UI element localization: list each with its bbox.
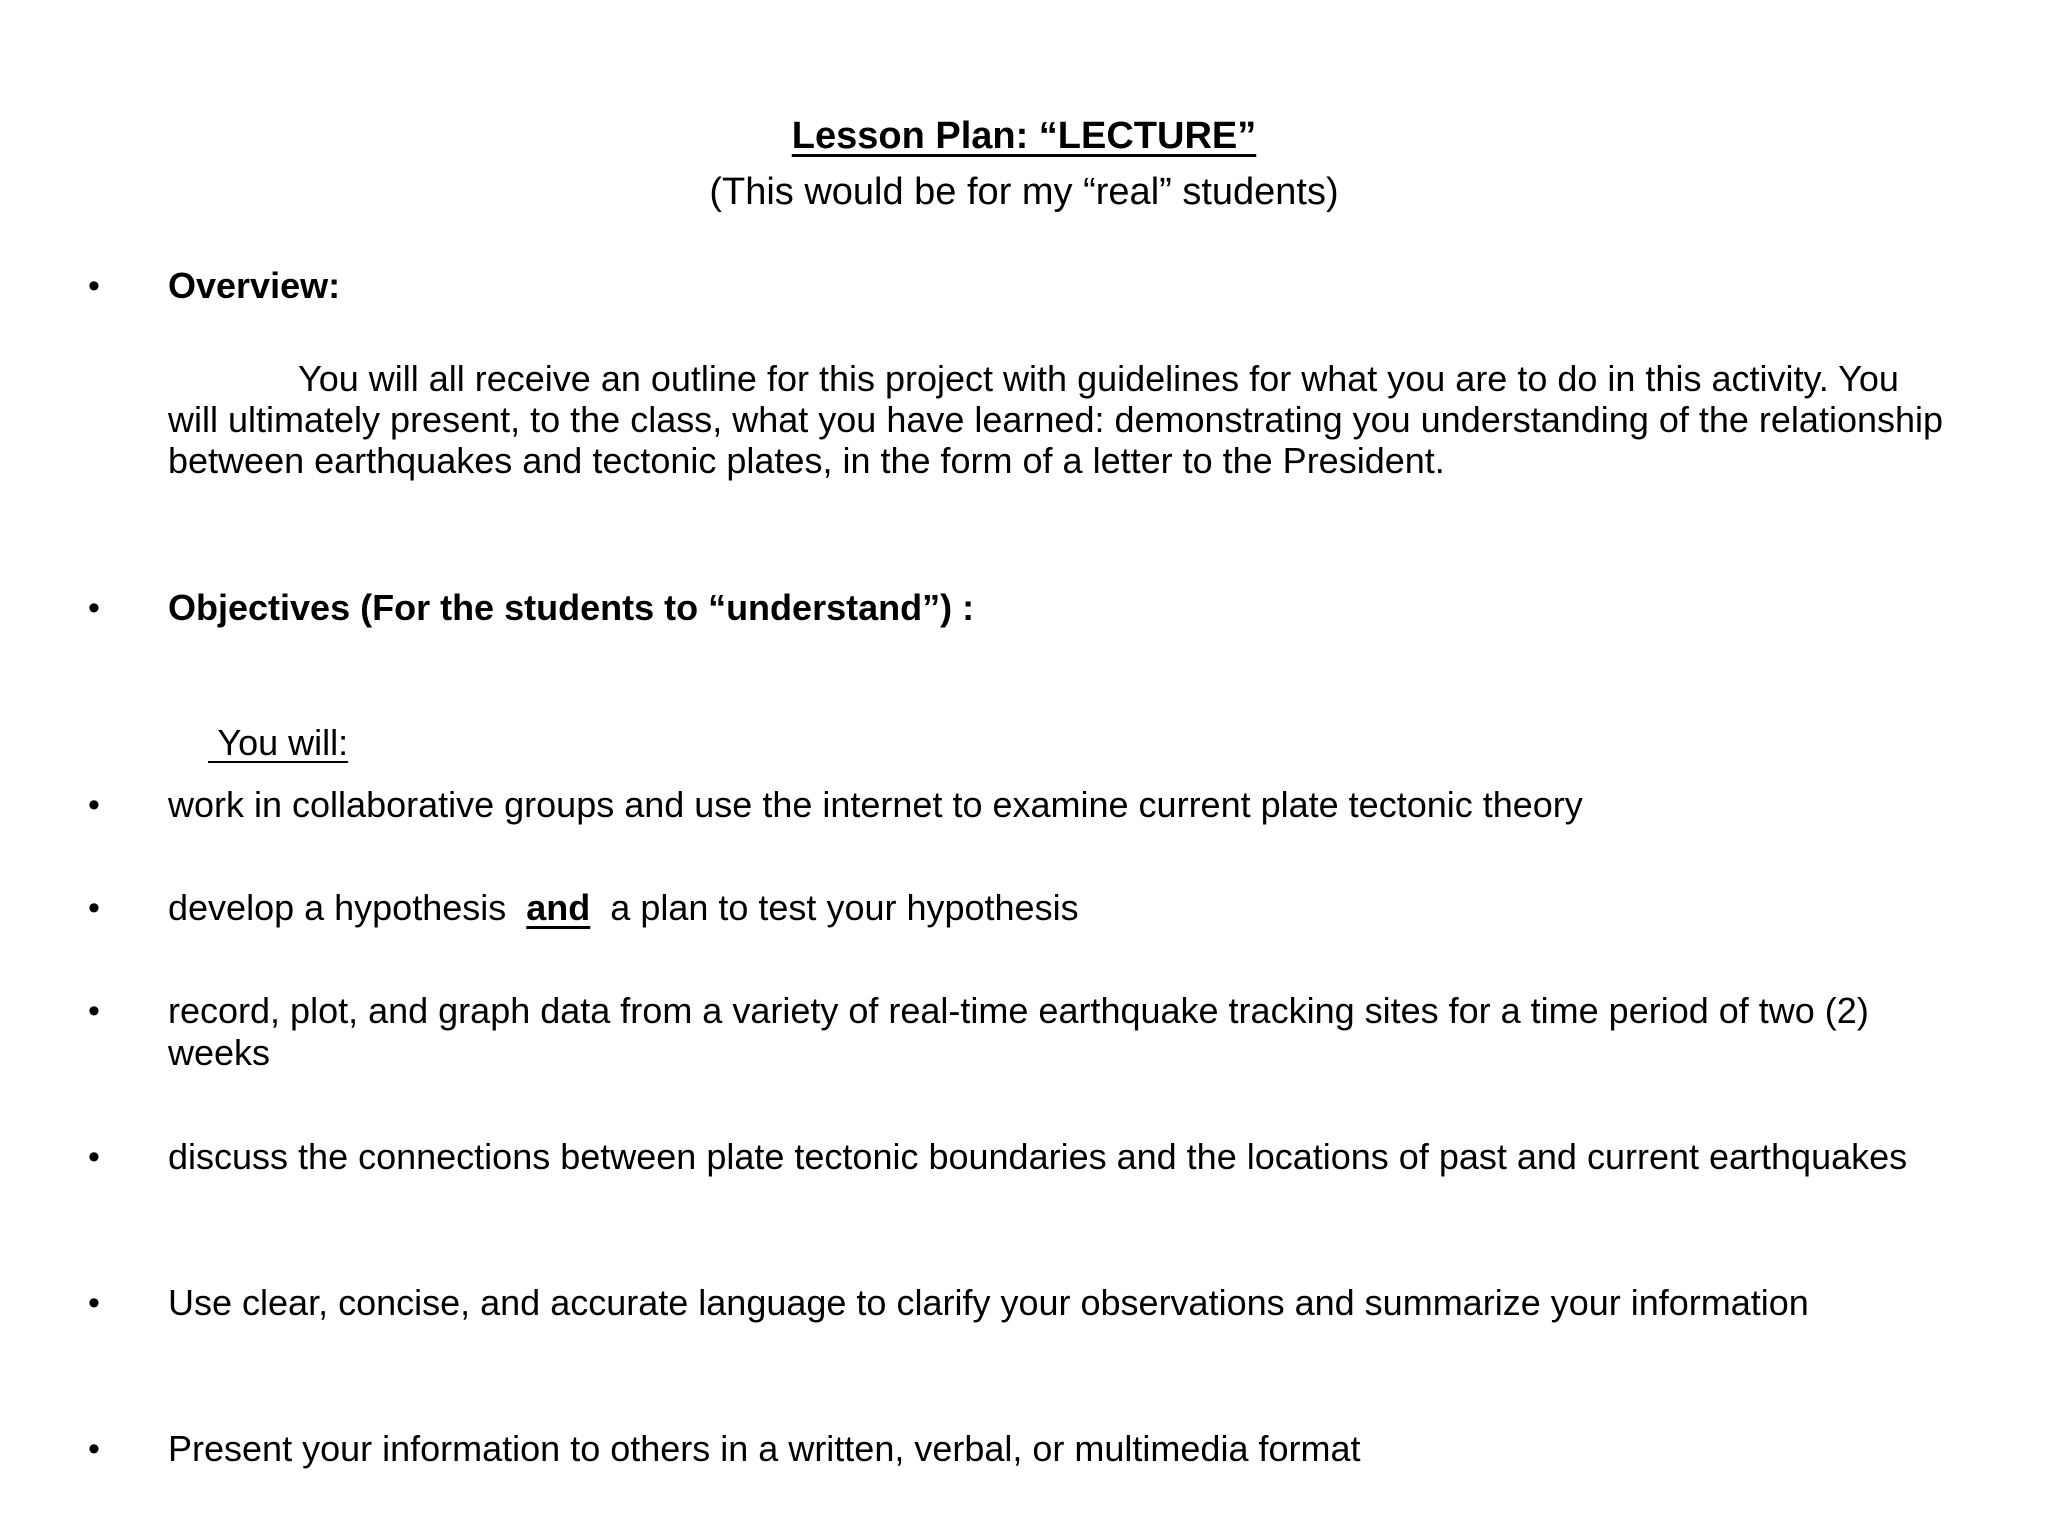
overview-heading: Overview: xyxy=(168,265,341,306)
objective-item-text: work in collaborative groups and use the internet to examine current plate tectonic theory xyxy=(168,784,1583,825)
bullet: • xyxy=(88,589,100,627)
bullet: • xyxy=(88,889,100,927)
objective-emphasis: and xyxy=(526,887,591,928)
bullet: • xyxy=(88,992,100,1030)
slide-title xyxy=(0,112,2048,160)
objective-item-text xyxy=(168,887,1948,929)
objective-item-text: Use clear, concise, and accurate language to clarify your observations and summarize your information xyxy=(168,1282,1809,1323)
objective-text-after: a plan to test your hypothesis xyxy=(600,887,1079,928)
bullet: • xyxy=(88,786,100,824)
objective-text-before: develop a hypothesis xyxy=(168,887,517,928)
objective-item-text: discuss the connections between plate tectonic boundaries and the locations of past and current earthquakes xyxy=(168,1136,1908,1177)
objective-item-text: record, plot, and graph data from a variety of real-time earthquake tracking sites for a time period of two (2) weeks xyxy=(168,990,1869,1073)
bullet: • xyxy=(88,1430,100,1468)
objectives-heading: Objectives (For the students to “understand”) : xyxy=(168,587,975,628)
slide-title-text: Lesson Plan: “LECTURE” xyxy=(791,115,1257,157)
you-will-text: You will: xyxy=(208,722,349,763)
bullet: • xyxy=(88,267,100,305)
objective-item-text: Present your information to others in a written, verbal, or multimedia format xyxy=(168,1428,1361,1469)
slide-subtitle: (This would be for my “real” students) xyxy=(709,171,1339,213)
bullet: • xyxy=(88,1138,100,1176)
bullet: • xyxy=(88,1284,100,1322)
overview-paragraph: You will all receive an outline for this project with guidelines for what you are to do in this activity. You will ultimately present, to the class, what you have learned: demonstrating you understanding of the relationship between earthquakes and tectonic plates, in the form of a letter to the President. xyxy=(168,358,1944,481)
